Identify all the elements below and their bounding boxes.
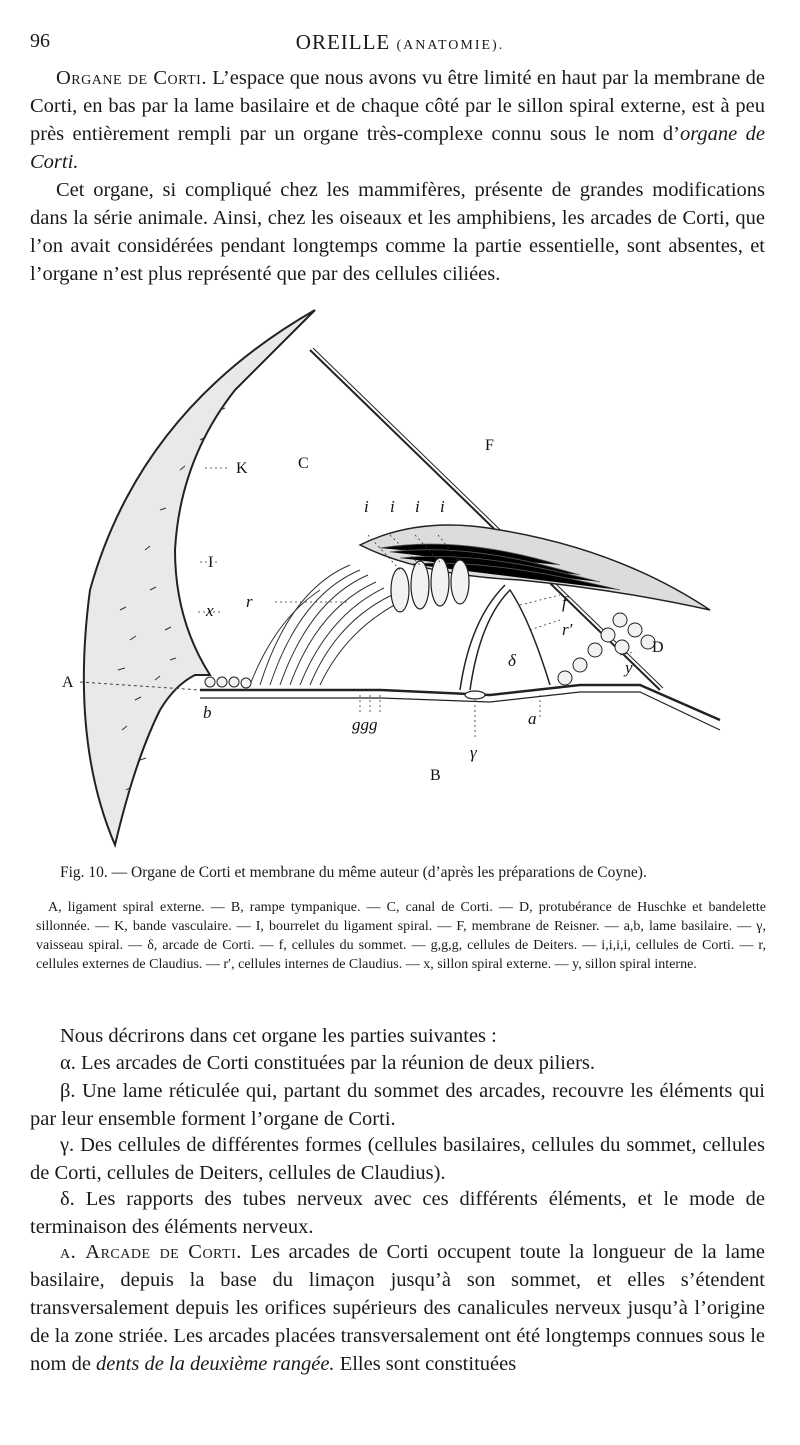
- label-a: a: [528, 709, 537, 728]
- arcade-emphasis: dents de la deuxième rangée.: [96, 1353, 335, 1375]
- label-B: B: [430, 767, 441, 784]
- arcade-paragraph: [30, 1238, 765, 1378]
- list-item-alpha: α. Les arcades de Corti constituées par la réunion de deux piliers.: [60, 1052, 596, 1074]
- spiral-vessel: [465, 691, 485, 699]
- label-K: K: [236, 460, 248, 477]
- label-i-4: i: [440, 497, 445, 516]
- label-y: y: [625, 658, 633, 677]
- arcade-text-1: Les arcades de Corti occupent toute la longueur de la lame basilaire, depuis la base du limaçon jusqu’à son sommet, et elles s’étendent transversalement depuis les orifices supérieurs des canalicules nerveux jusqu’à l’origine de la zone striée. Les arcades placées transversalement ont été longtemps connues sous le nom de: [30, 1241, 765, 1375]
- figure-legend: A, ligament spiral externe. — B, rampe tympanique. — C, canal de Corti. — D, protubérance de Huschke et bandelette sillonnée. — K, bande vasculaire. — I, bourrelet du ligament spiral. — F, membrane de Reisner. — a,b, lame basilaire. — γ, vaisseau spiral. — δ, arcade de Corti. — f, cellules du sommet. — g,g,g, cellules de Deiters. — i,i,i,i, cellules de Corti. — r, cellules externes de Claudius. — r′, cellules internes de Claudius. — x, sillon spiral externe. — y, sillon spiral interne.: [36, 900, 766, 972]
- section-heading-organe: Organe de Corti.: [56, 67, 207, 89]
- list-item-beta: β. Une lame réticulée qui, partant du sommet des arcades, recouvre les éléments qui par leur ensemble forment l’organe de Corti.: [30, 1080, 765, 1130]
- basilar-lamina: [200, 685, 720, 720]
- spiral-ligament-shape: [84, 310, 315, 845]
- label-i-3: i: [415, 497, 420, 516]
- intro-text-1: L’espace que nous avons vu être limité en haut par la membrane de Corti, en bas par la lame basilaire et de chaque côté par le sillon spiral externe, est à peu près entièrement rempli par un organe très-complexe connu sous le nom d’: [30, 67, 765, 145]
- label-x: x: [206, 601, 214, 620]
- list-item-gamma: γ. Des cellules de différentes formes (cellules basilaires, cellules du sommet, cellules de Corti, cellules de Deiters, cellules de Claudius).: [30, 1134, 765, 1184]
- label-ggg: ggg: [352, 715, 378, 734]
- label-r: r: [246, 592, 253, 611]
- body-intro-line: Nous décrirons dans cet organe les parties suivantes :: [60, 1025, 497, 1047]
- section-heading-arcade: α. Arcade de Corti.: [60, 1241, 242, 1263]
- corti-figure: [60, 290, 780, 850]
- label-b: b: [203, 703, 212, 722]
- claudius-internal-cells: [250, 565, 400, 685]
- label-C: C: [298, 455, 309, 472]
- intro-paragraph-2: Cet organe, si compliqué chez les mammifères, présente de grandes modifications dans la série animale. Ainsi, chez les oiseaux et les amphibiens, les arcades de Corti, que l’on avait considérées pendant longtemps comme la partie essentielle, sont absentes, et l’organe n’est plus représenté que par des cellules ciliées.: [30, 179, 765, 285]
- arcade-pillars: [460, 585, 550, 690]
- running-title-main: OREILLE: [295, 30, 391, 54]
- label-r-prime: r′: [562, 620, 573, 639]
- intro-emphasis: organe de Corti.: [30, 123, 766, 173]
- basilar-lamina-lower: [200, 692, 720, 730]
- claudius-external-row: [205, 677, 251, 688]
- label-gamma: γ: [470, 743, 477, 762]
- figure-caption: Fig. 10. — Organe de Corti et membrane du même auteur (d’après les préparations de Coyne).: [60, 864, 647, 881]
- label-i-2: i: [390, 497, 395, 516]
- label-i-1: i: [364, 497, 369, 516]
- external-cells: [558, 613, 655, 685]
- label-F: F: [485, 437, 494, 454]
- label-delta: δ: [508, 651, 516, 670]
- label-D: D: [652, 639, 664, 656]
- page-number: 96: [30, 30, 50, 52]
- running-title: [30, 30, 770, 55]
- intro-paragraph-1: [30, 64, 765, 176]
- list-item-delta: δ. Les rapports des tubes nerveux avec ces différents éléments, et le mode de terminaison des éléments nerveux.: [30, 1188, 765, 1238]
- page-header: [30, 30, 770, 58]
- arcade-text-2: Elles sont constituées: [334, 1353, 517, 1375]
- running-title-sub: (ANATOMIE).: [396, 38, 505, 53]
- corti-illustration: [60, 290, 780, 850]
- label-I: I: [208, 554, 214, 571]
- label-A: A: [62, 674, 74, 691]
- label-f: f: [562, 593, 567, 612]
